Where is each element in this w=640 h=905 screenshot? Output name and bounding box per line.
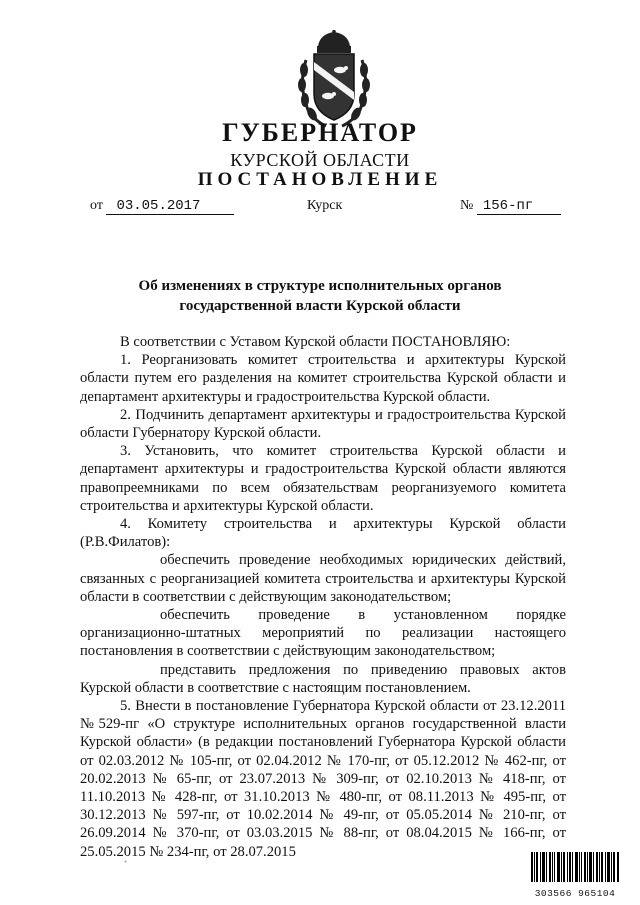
clause-4-item-c: представить предложения по приведению правовых актов Курской области в соответствие с настоящим постановлением.: [80, 661, 566, 696]
scan-speck: [124, 860, 127, 863]
header-region: КУРСКОЙ ОБЛАСТИ: [230, 150, 410, 170]
clause-4-item-b: обеспечить проведение в установленном порядке организационно-штатных мероприятий по реализации настоящего постановления в соответствии с действующим законодательством;: [80, 607, 566, 660]
clause-2: 2. Подчинить департамент архитектуры и градостроительства Курской области Губернатору Курской области.: [80, 406, 566, 442]
clause-5: 5. Внести в постановление Губернатора Курской области от 23.12.2011 №529-пг «О структуре исполнительных органов государственной власти Курской области» (в редакции постановлений Губернатора Курской области от 02.03.2012 № 105-пг, от 02.04.2012 № 170-пг, от 05.12.2012 № 462-пг, от 20.02.2013 № 65-пг, от 23.07.2013 № 309-пг, от 02.10.2013 № 418-пг, от 11.10.2013 № 428-пг, от 31.10.2013 № 480-пг, от 08.11.2013 № 495-пг, от 30.12.2013 № 597-пг, от 10.02.2014 № 49-пг, от 05.05.2014 № 210-пг, от 26.09.2014 № 370-пг, от 03.03.2015 № 88-пг, от 08.04.2015 № 166-пг, от 25.05.2015 № 234-пг, от 28.07.2015: [80, 698, 566, 860]
document-title: [60, 276, 580, 316]
header-decree: ПОСТАНОВЛЕНИЕ: [197, 169, 443, 190]
date-value: 03.05.2017: [116, 198, 201, 214]
date-field: [106, 198, 234, 215]
clause-1: 1. Реорганизовать комитет строительства и архитектуры Курской области путем его разделения на комитет строительства Курской области и департамент архитектуры и градостроительства Курской области.: [80, 352, 566, 405]
preamble-paragraph: В соответствии с Уставом Курской области ПОСТАНОВЛЯЮ:: [120, 334, 511, 350]
header-governor: ГУБЕРНАТОР: [222, 118, 418, 147]
clause-4-item-a: обеспечить проведение необходимых юридических действий, связанных с реорганизацией комитета строительства и архитектуры Курской области в соответствии с действующим законодательством;: [80, 552, 566, 605]
number-field: [477, 198, 561, 215]
coat-of-arms-emblem: [296, 30, 372, 130]
barcode: [531, 852, 619, 898]
decree-date-line: [90, 198, 234, 215]
clause-3: 3. Установить, что комитет строительства Курской области и департамент архитектуры и градостроительства Курской области являются правопреемниками по всем обязательствам реорганизуемого комитета строительства и архитектуры Курской области.: [80, 443, 566, 514]
barcode-number: 303566 965104: [534, 888, 616, 899]
decree-body: [80, 333, 566, 861]
decree-number-line: [460, 198, 561, 215]
clause-4: 4. Комитету строительства и архитектуры Курской области (Р.В.Филатов):: [80, 516, 566, 551]
city-label: Курск: [307, 198, 343, 213]
date-prefix: от: [90, 198, 103, 213]
barcode-bars: [531, 852, 619, 882]
number-value: 156-пг: [482, 198, 534, 214]
document-title-line-2: государственной власти Курской области: [179, 298, 461, 314]
document-title-line-1: Об изменениях в структуре исполнительных органов: [138, 278, 502, 294]
number-prefix: №: [460, 198, 474, 213]
